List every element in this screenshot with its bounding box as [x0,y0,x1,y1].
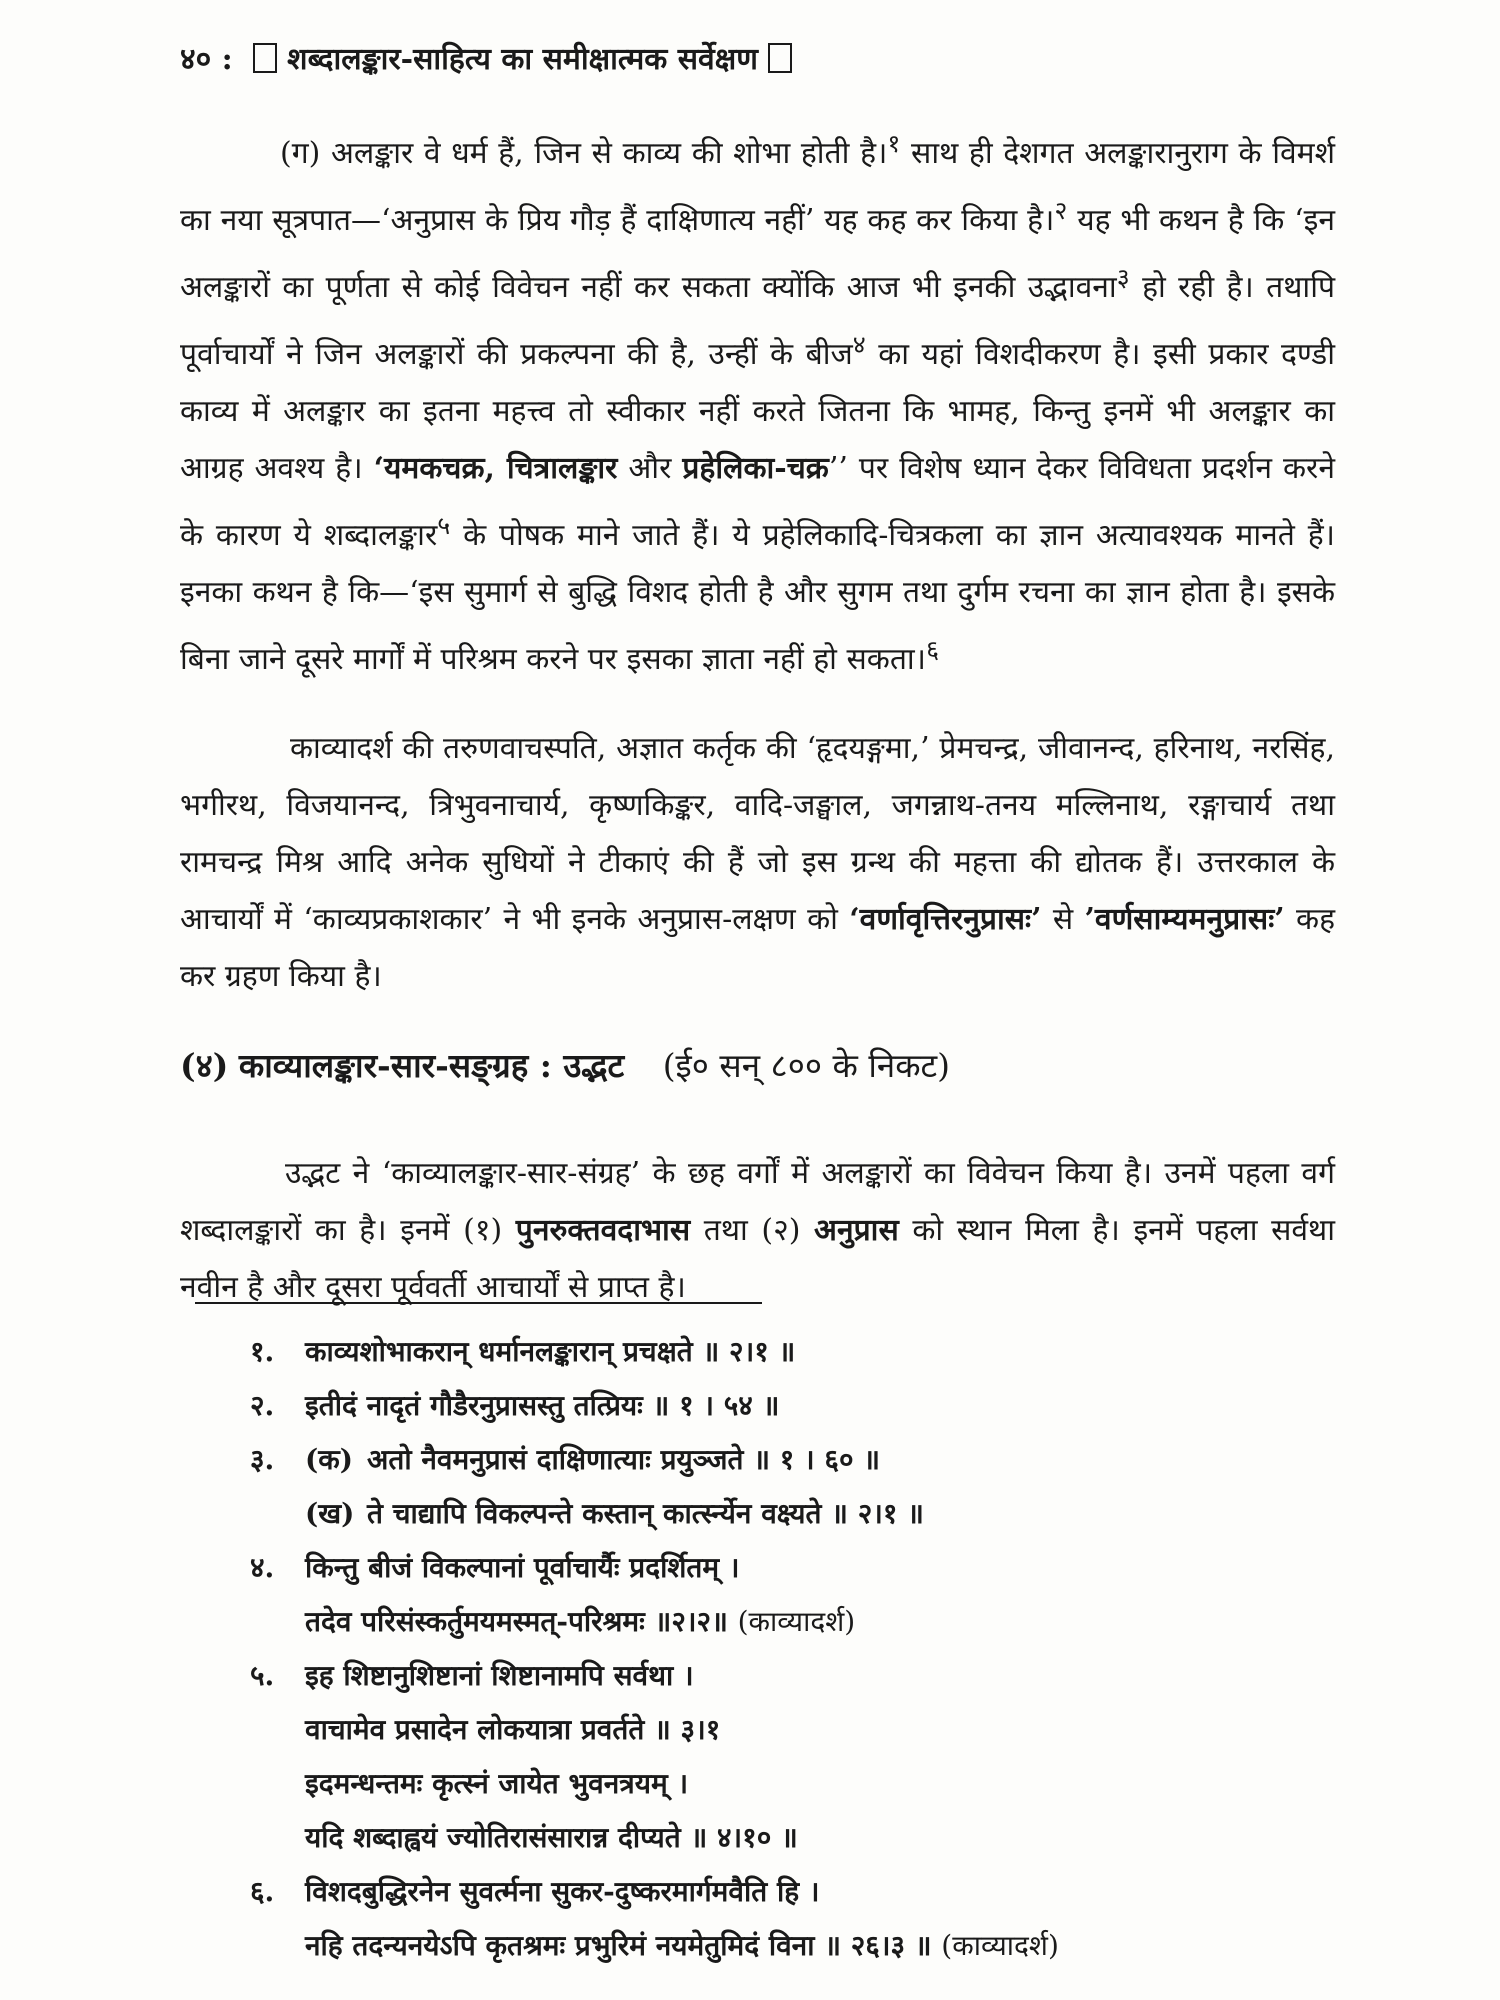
bold-term: प्रहेलिका-चक्र [682,451,829,486]
footnote-5: ५. इह शिष्टानुशिष्टानां शिष्टानामपि सर्वथा । वाचामेव प्रसादेन लोकयात्रा प्रवर्तते ॥ ३।१ इदमन्धन्तमः कृत्स्नं जायेत भुवनत्रयम् । यदि शब्दाह्वयं ज्योतिरासंसारान्न दीप्यते ॥ ४।१० ॥ [250,1659,798,1854]
box-ornament-left [253,43,277,73]
section-date: (ई० सन् ८०० के निकट) [662,1046,951,1085]
paragraph-2: काव्यादर्श की तरुणवाचस्पति, अज्ञात कर्तृक की ‘हृदयङ्गमा,’ प्रेमचन्द्र, जीवानन्द, हरिनाथ, नरसिंह, भगीरथ, विजयानन्द, त्रिभुवनाचार्य, कृष्णकिङ्कर, वादि-जङ्घाल, जगन्नाथ-तनय मल्लिनाथ, रङ्गाचार्य तथा रामचन्द्र मिश्र आदि अनेक सुधियों ने टीकाएं की हैं जो इस ग्रन्थ की महत्ता की द्योतक हैं। उत्तरकाल के आचार्यों में ‘काव्यप्रकाशकार’ ने भी इनके अनुप्रास-लक्षण को ‘वर्णावृत्तिरनुप्रासः’ से ’वर्णसाम्यमनुप्रासः’ कह कर ग्रहण किया है। [180,731,1335,994]
footnote-divider [195,1302,762,1304]
paragraph-3: उद्भट ने ‘काव्यालङ्कार-सार-संग्रह’ के छह वर्गों में अलङ्कारों का विवेचन किया है। उनमें पहला वर्ग शब्दालङ्कारों का है। इनमें (१) पुनरुक्तवदाभास तथा (२) अनुप्रास को स्थान मिला है। इनमें पहला सर्वथा नवीन है और दूसरा पूर्ववर्ती आचार्यों से प्राप्त है। [180,1156,1335,1305]
running-header [180,38,1340,82]
section-heading [180,1038,1340,1094]
header-title: शब्दालङ्कार-साहित्य का समीक्षात्मक सर्वेक्षण [287,42,758,77]
footnote-marker: ४ [852,330,866,359]
source-reference: (काव्यादर्श) [737,1605,856,1638]
footnote-6: ६. विशदबुद्धिरनेन सुवर्त्मना सुकर-दुष्करमार्गमवैति हि । नहि तदन्यनयेऽपि कृतश्रमः प्रभुरिमं नयमेतुमिदं विना ॥ २६।३ ॥ (काव्यादर्श) [250,1875,1059,1962]
section-number: (४) [180,1046,229,1085]
bold-term: अनुप्रास [814,1213,899,1248]
footnote-marker: २ [1054,196,1068,225]
footnote-4: ४. किन्तु बीजं विकल्पानां पूर्वाचार्यैः प्रदर्शितम् । तदेव परिसंस्कर्तुमयमस्मत्-परिश्रमः ॥२।२॥ (काव्यादर्श) [250,1551,856,1638]
footnote-marker: ३ [1116,263,1130,292]
paragraph-1: (ग) अलङ्कार वे धर्म हैं, जिन से काव्य की शोभा होती है।$^१$ साथ ही देशगत अलङ्कारानुराग के विमर्श का नया सूत्रपात—‘अनुप्रास के प्रिय गौड़ हैं दाक्षिणात्य नहीं’ यह कह कर किया है।$^२$ यह भी कथन है कि ‘इन अलङ्कारों का पूर्णता से कोई विवेचन नहीं कर सकता क्योंकि आज भी इनकी उद्भावना$^३$ हो रही है। तथापि पूर्वाचार्यों ने जिन अलङ्कारों की प्रकल्पना की है, उन्हीं के बीज$^४$ का यहां विशदीकरण है। इसी प्रकार दण्डी काव्य में अलङ्कार का इतना महत्त्व तो स्वीकार नहीं करते जितना कि भामह, किन्तु इनमें भी अलङ्कार का आग्रह अवश्य है। ‘यमकचक्र, चित्रालङ्कार और प्रहेलिका-चक्र’’ पर विशेष ध्यान देकर विविधता प्रदर्शन करने के कारण ये शब्दालङ्कार$^५$ के पोषक माने जाते हैं। ये प्रहेलिकादि-चित्रकला का ज्ञान अत्यावश्यक मानते हैं। इनका कथन है कि—‘इस सुमार्ग से बुद्धि विशद होती है और सुगम तथा दुर्गम रचना का ज्ञान होता है। इसके बिना जाने दूसरे मार्गों में परिश्रम करने पर इसका ज्ञाता नहीं हो सकता।$^६$ [180,129,1335,677]
page-number: ४० : [180,42,233,77]
footnote-3: ३. (क) अतो नैवमनुप्रासं दाक्षिणात्याः प्रयुञ्जते ॥ १ । ६० ॥ (ख) ते चाद्यापि विकल्पन्ते कस्तान् कार्त्स्न्येन वक्ष्यते ॥ २।१ ॥ [250,1443,924,1530]
bold-term: ‘वर्णावृत्तिरनुप्रासः’ [849,902,1042,937]
footnotes [250,1325,1340,1973]
bold-term: ‘यमकचक्र, चित्रालङ्कार [373,451,618,486]
section-title: काव्यालङ्कार-सार-सङ्ग्रह : उद्भट [238,1046,625,1085]
box-ornament-right [768,43,792,73]
footnote-1: १. काव्यशोभाकरान् धर्मानलङ्कारान् प्रचक्षते ॥ २।१ ॥ [250,1335,796,1368]
footnote-marker: १ [887,129,901,158]
source-reference: (काव्यादर्श) [941,1929,1059,1962]
bold-term: ’वर्णसाम्यमनुप्रासः’ [1084,902,1285,937]
bold-term: पुनरुक्तवदाभास [515,1213,691,1248]
footnote-marker: ५ [437,511,451,540]
footnote-marker: ६ [926,635,940,664]
footnote-2: २. इतीदं नादृतं गौडैरनुप्रासस्तु तत्प्रियः ॥ १ । ५४ ॥ [250,1389,780,1422]
